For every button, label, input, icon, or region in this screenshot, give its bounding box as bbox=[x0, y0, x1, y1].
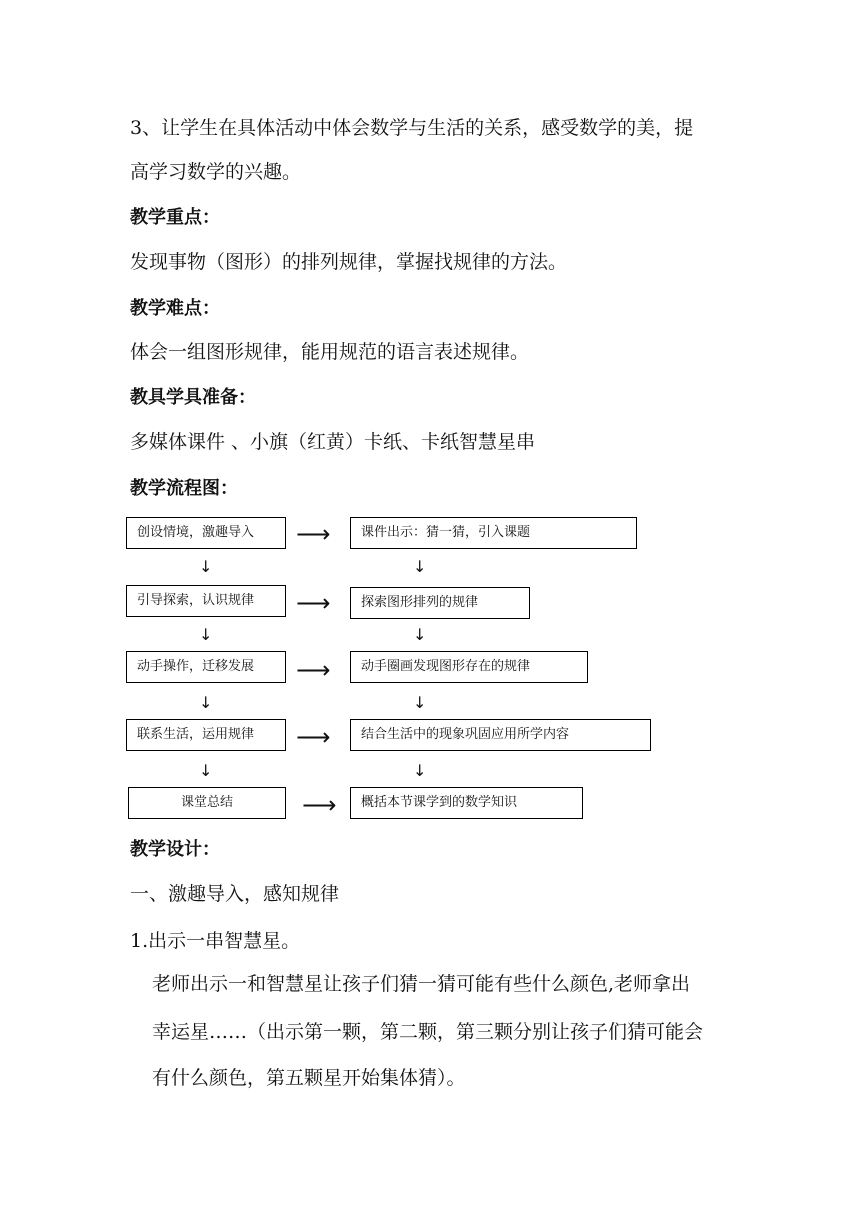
flow-right-arrow-3: ⟶ bbox=[296, 656, 331, 684]
objective-3-line2: 高学习数学的兴趣。 bbox=[130, 161, 302, 183]
flow-right-arrow-4: ⟶ bbox=[296, 723, 331, 751]
flow-box-right-4: 结合生活中的现象巩固应用所学内容 bbox=[350, 719, 651, 751]
difficulties-heading: 教学难点： bbox=[130, 298, 220, 319]
flow-down-arrow-right-2: ↓ bbox=[413, 625, 427, 644]
section-1-title: 一、激趣导入，感知规律 bbox=[130, 883, 340, 905]
flow-box-left-2: 引导探索，认识规律 bbox=[126, 585, 286, 617]
flow-down-arrow-left-3: ↓ bbox=[199, 693, 213, 712]
difficulties-text: 体会一组图形规律，能用规范的语言表述规律。 bbox=[130, 341, 530, 363]
materials-text: 多媒体课件 、小旗（红黄）卡纸、卡纸智慧星串 bbox=[130, 431, 536, 453]
flowchart-heading: 教学流程图： bbox=[130, 478, 238, 499]
paragraph-line1: 老师出示一和智慧星让孩子们猜一猜可能有些什么颜色,老师拿出 bbox=[152, 973, 691, 995]
flow-box-left-3: 动手操作，迁移发展 bbox=[126, 651, 286, 683]
design-heading: 教学设计： bbox=[130, 839, 220, 860]
step-1: 1.出示一串智慧星。 bbox=[130, 930, 301, 952]
flow-down-arrow-right-4: ↓ bbox=[413, 761, 427, 780]
paragraph-line3: 有什么颜色，第五颗星开始集体猜）。 bbox=[152, 1067, 466, 1089]
flow-box-left-4: 联系生活，运用规律 bbox=[126, 719, 286, 751]
objective-3-line1: 3、让学生在具体活动中体会数学与生活的关系，感受数学的美，提 bbox=[130, 117, 694, 139]
flow-down-arrow-right-1: ↓ bbox=[413, 557, 427, 576]
materials-heading: 教具学具准备： bbox=[130, 387, 256, 408]
flow-right-arrow-2: ⟶ bbox=[296, 589, 331, 617]
flow-right-arrow-5: ⟶ bbox=[302, 791, 337, 819]
flow-down-arrow-left-1: ↓ bbox=[199, 557, 213, 576]
paragraph-line2: 幸运星……（出示第一颗，第二颗，第三颗分别让孩子们猜可能会 bbox=[152, 1021, 704, 1043]
flow-box-right-5: 概括本节课学到的数学知识 bbox=[350, 787, 583, 819]
flow-box-right-2: 探索图形排列的规律 bbox=[350, 587, 530, 619]
flow-box-right-1: 课件出示：猜一猜，引入课题 bbox=[350, 517, 637, 549]
flow-down-arrow-left-2: ↓ bbox=[199, 625, 213, 644]
flow-box-right-3: 动手圈画发现图形存在的规律 bbox=[350, 651, 588, 683]
flow-box-left-1: 创设情境，激趣导入 bbox=[126, 517, 286, 549]
flow-right-arrow-1: ⟶ bbox=[296, 520, 331, 548]
flow-down-arrow-right-3: ↓ bbox=[413, 693, 427, 712]
key-points-heading: 教学重点： bbox=[130, 207, 220, 228]
key-points-text: 发现事物（图形）的排列规律，掌握找规律的方法。 bbox=[130, 251, 568, 273]
flow-down-arrow-left-4: ↓ bbox=[199, 761, 213, 780]
flow-box-left-5: 课堂总结 bbox=[128, 787, 286, 819]
